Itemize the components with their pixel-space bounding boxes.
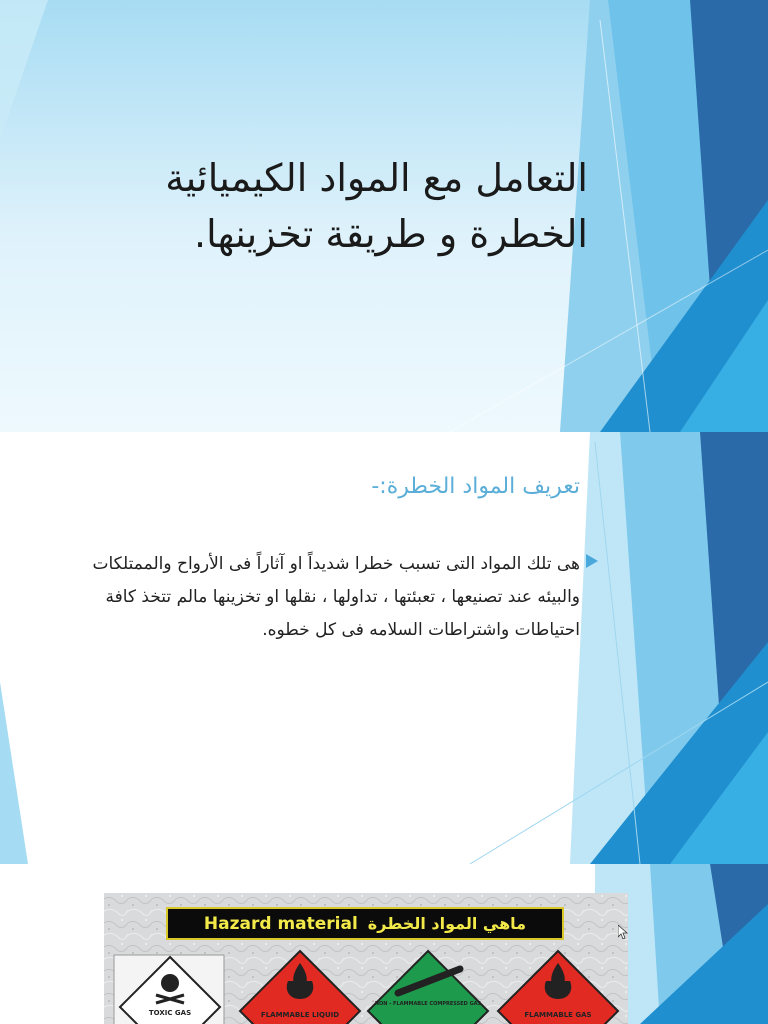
skull-icon — [161, 974, 179, 992]
toxic-gas-label: TOXIC GAS — [148, 1009, 192, 1017]
hazard-banner — [166, 907, 564, 940]
flammable-liquid-label: FLAMMABLE LIQUID — [260, 1011, 340, 1019]
hazard-signs-image — [104, 893, 628, 1024]
section-heading: تعريف المواد الخطرة:- — [371, 474, 580, 499]
slide-title — [60, 150, 588, 262]
bullet-item — [70, 548, 598, 647]
cursor-icon — [618, 925, 628, 939]
bullet-text: هى تلك المواد التى تسبب خطرا شديداً او آثاراً فى الأرواح والممتلكات والبيئه عند تصنيعها ، تعبئتها ، تداولها ، نقلها او تخزينها مالم تتخذ كافة احتياطات واشتراطات السلامه فى كل خطوه. — [92, 554, 580, 640]
banner-english-text: Hazard material — [203, 913, 358, 934]
non-flammable-label: NON - FLAMMABLE COMPRESSED GAS — [374, 1001, 482, 1007]
bullet-arrow-icon — [586, 554, 598, 568]
title-slide — [0, 0, 768, 432]
flammable-gas-label: FLAMMABLE GAS — [524, 1011, 592, 1019]
banner-arabic-text: ماهي المواد الخطرة — [367, 914, 527, 933]
title-line-1: التعامل مع المواد الكيميائية — [165, 156, 588, 200]
title-line-2: الخطرة و طريقة تخزينها. — [194, 212, 588, 256]
